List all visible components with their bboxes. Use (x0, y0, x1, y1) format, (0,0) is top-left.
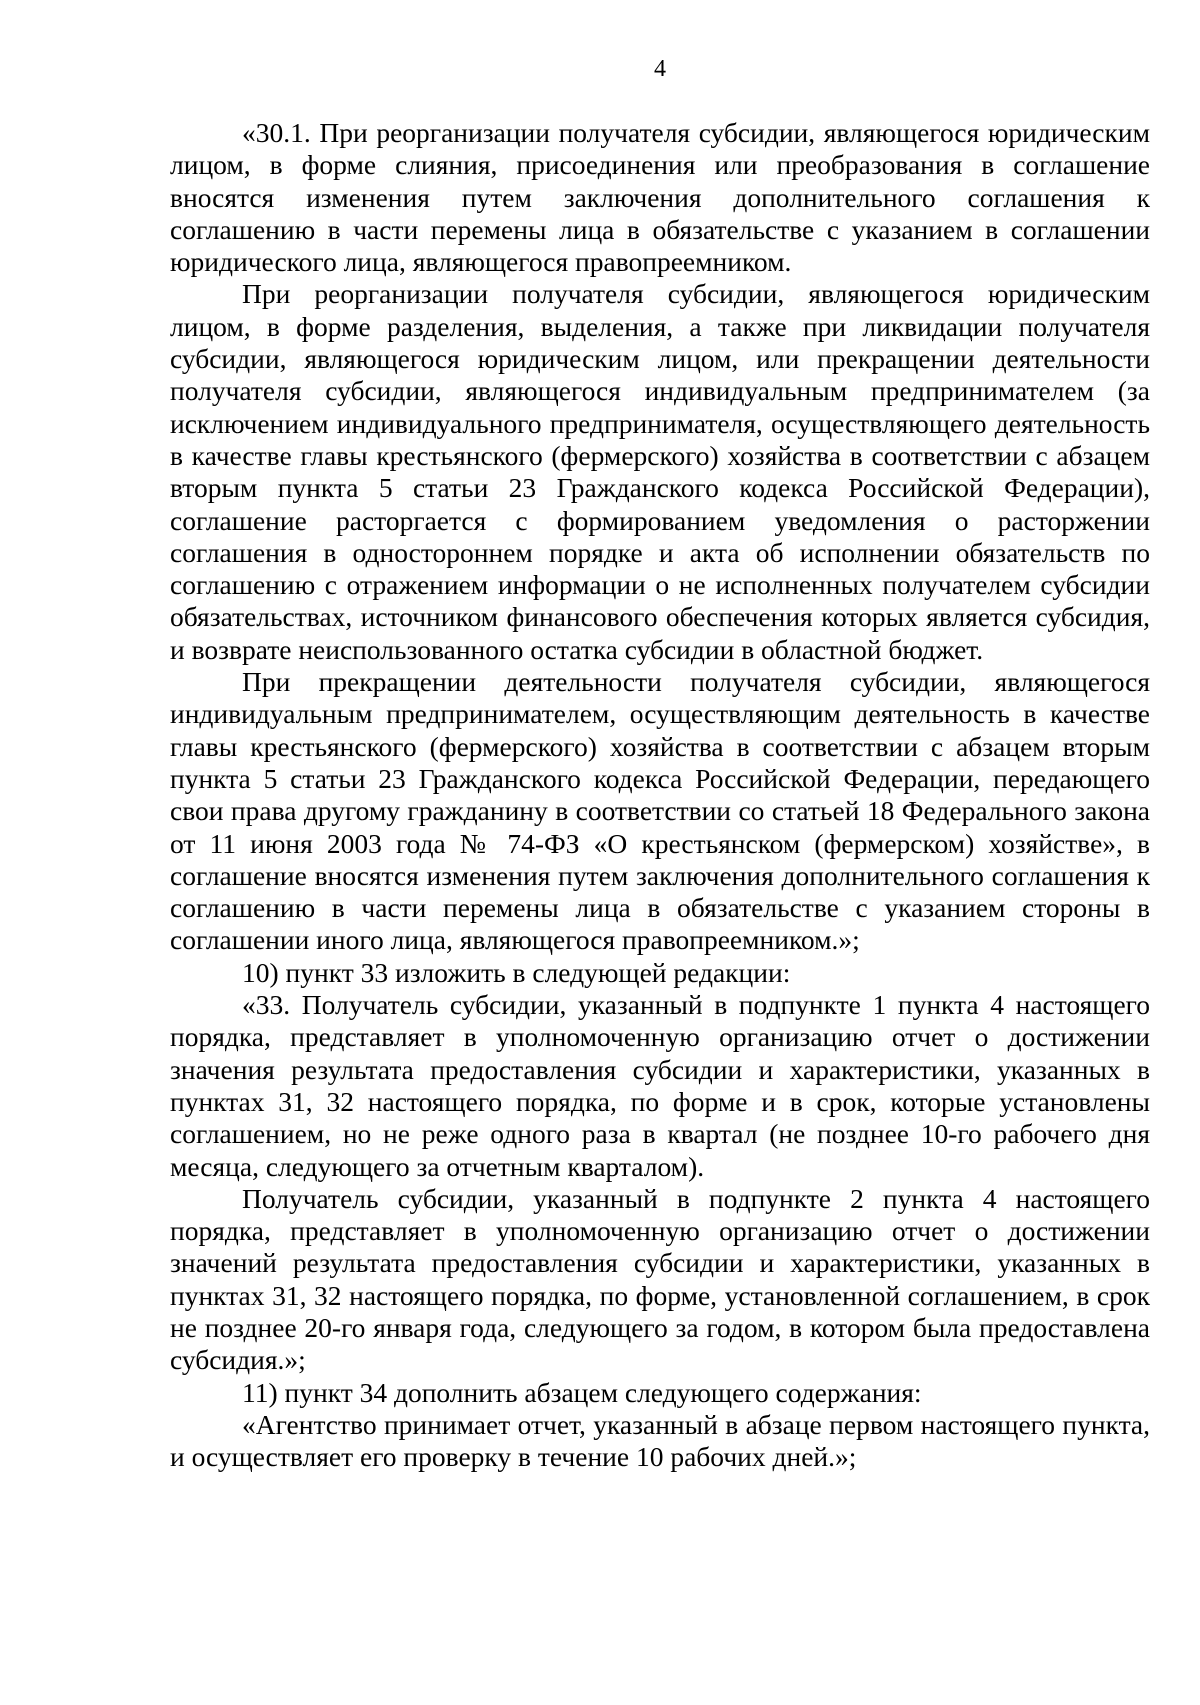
paragraph-item-11: 11) пункт 34 дополнить абзацем следующего содержания: (242, 1376, 922, 1408)
paragraph-33-first: «33. Получатель субсидии, указанный в подпункте 1 пункта 4 настоящего порядка, представляет в уполномоченную организацию отчет о достижении значения результата предоставления субсидии и характеристики, указанных в пунктах 31, 32 настоящего порядка, по форме и в срок, которые установлены соглашением, но не реже одного раза в квартал (не позднее 10-го рабочего дня месяца, следующего за отчетным кварталом). (170, 989, 1150, 1182)
paragraph-34-addition: «Агентство принимает отчет, указанный в абзаце первом настоящего пункта, и осуществляет его проверку в течение 10 рабочих дней.»; (170, 1408, 1150, 1473)
paragraph-reorganization: При реорганизации получателя субсидии, являющегося юридическим лицом, в форме разделения, выделения, а также при ликвидации получателя субсидии, являющегося юридическим лицом, или прекращении деятельности получателя субсидии, являющегося индивидуальным предпринимателем (за исключением индивидуального предпринимателя, осуществляющего деятельность в качестве главы крестьянского (фермерского) хозяйства в соответствии с абзацем вторым пункта 5 статьи 23 Гражданского кодекса Российской Федерации), соглашение расторгается с формированием уведомления о расторжении соглашения в одностороннем порядке и акта об исполнении обязательств по соглашению с отражением информации о не исполненных получателем субсидии обязательствах, источником финансового обеспечения которых является субсидия, и возврате неиспользованного остатка субсидии в областной бюджет. (170, 278, 1150, 665)
paragraph-30-1: «30.1. При реорганизации получателя субсидии, являющегося юридическим лицом, в форме слияния, присоединения или преобразования в соглашение вносятся изменения путем заключения дополнительного соглашения к соглашению в части перемены лица в обязательстве с указанием в соглашении юридического лица, являющегося правопреемником. (170, 117, 1150, 278)
paragraph-33-second: Получатель субсидии, указанный в подпункте 2 пункта 4 настоящего порядка, представляет в уполномоченную организацию отчет о достижении значений результата предоставления субсидии и характеристики, указанных в пунктах 31, 32 настоящего порядка, по форме, установленной соглашением, в срок не позднее 20-го января года, следующего за годом, в котором была предоставлена субсидия.»; (170, 1182, 1150, 1376)
paragraph-farm-termination: При прекращении деятельности получателя субсидии, являющегося индивидуальным предпринимателем, осуществляющим деятельность в качестве главы крестьянского (фермерского) хозяйства в соответствии с абзацем вторым пункта 5 статьи 23 Гражданского кодекса Российской Федерации, передающего свои права другому гражданину в соответствии со статьей 18 Федерального закона от 11 июня 2003 года № 74-ФЗ «О крестьянском (фермерском) хозяйстве», в соглашение вносятся изменения путем заключения дополнительного соглашения к соглашению в части перемены лица в обязательстве с указанием стороны в соглашении иного лица, являющегося правопреемником.»; (170, 666, 1150, 956)
paragraph-item-10: 10) пункт 33 изложить в следующей редакции: (242, 956, 791, 988)
document-body (170, 117, 1150, 1473)
page-number: 4 (654, 56, 666, 82)
